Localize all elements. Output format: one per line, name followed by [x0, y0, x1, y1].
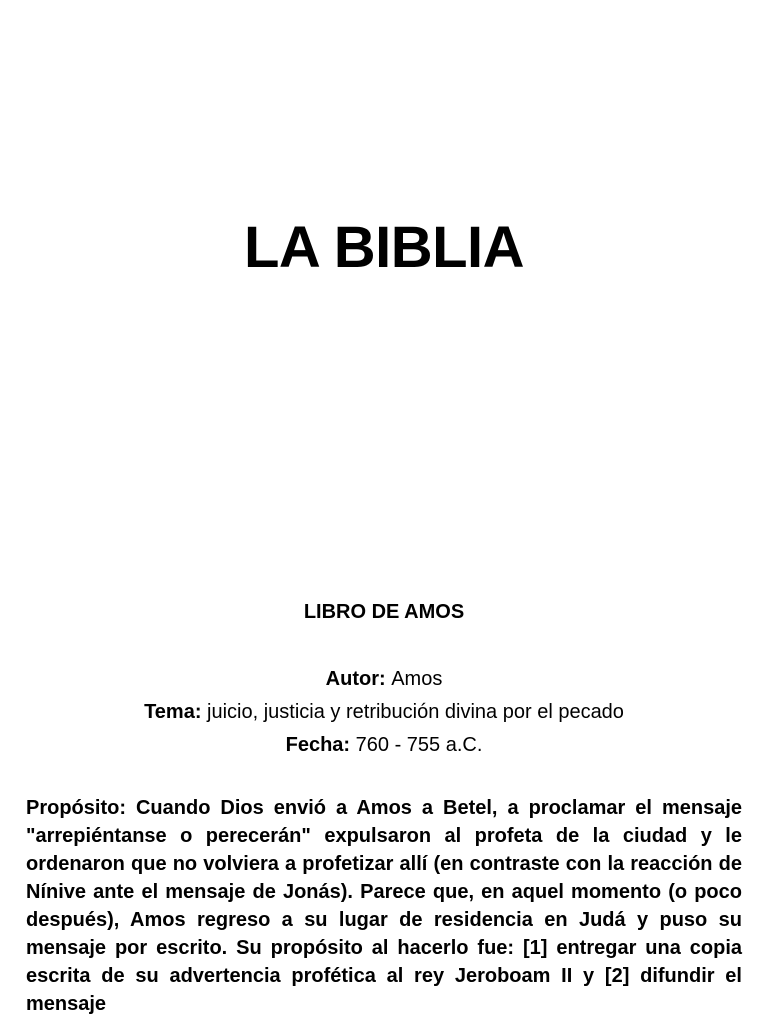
theme-label: Tema: — [144, 701, 202, 723]
purpose-paragraph: Propósito: Cuando Dios envió a Amos a Betel, a proclamar el mensaje "arrepiéntanse o perecerán" expulsaron al profeta de la ciudad y le ordenaron que no volviera a profetizar allí (en contraste con la reacción de Nínive ante el mensaje de Jonás). Parece que, en aquel momento (o poco después), Amos regreso a su lugar de residencia en Judá y puso su mensaje por escrito. Su propósito al hacerlo fue: [1] entregar una copia escrita de su advertencia profética al rey Jeroboam II y [2] difundir el mensaje — [26, 797, 742, 1015]
book-metadata — [0, 663, 768, 762]
date-label: Fecha: — [285, 734, 351, 756]
theme-value: juicio, justicia y retribución divina por el pecado — [207, 701, 624, 723]
author-label: Autor: — [325, 668, 386, 690]
theme-line — [0, 696, 768, 729]
book-title: LIBRO DE AMOS — [303, 601, 465, 623]
author-value: Amos — [391, 668, 443, 690]
author-line — [0, 663, 768, 696]
date-value: 760 - 755 a.C. — [355, 734, 483, 756]
main-title: LA BIBLIA — [243, 215, 525, 280]
date-line — [0, 729, 768, 762]
